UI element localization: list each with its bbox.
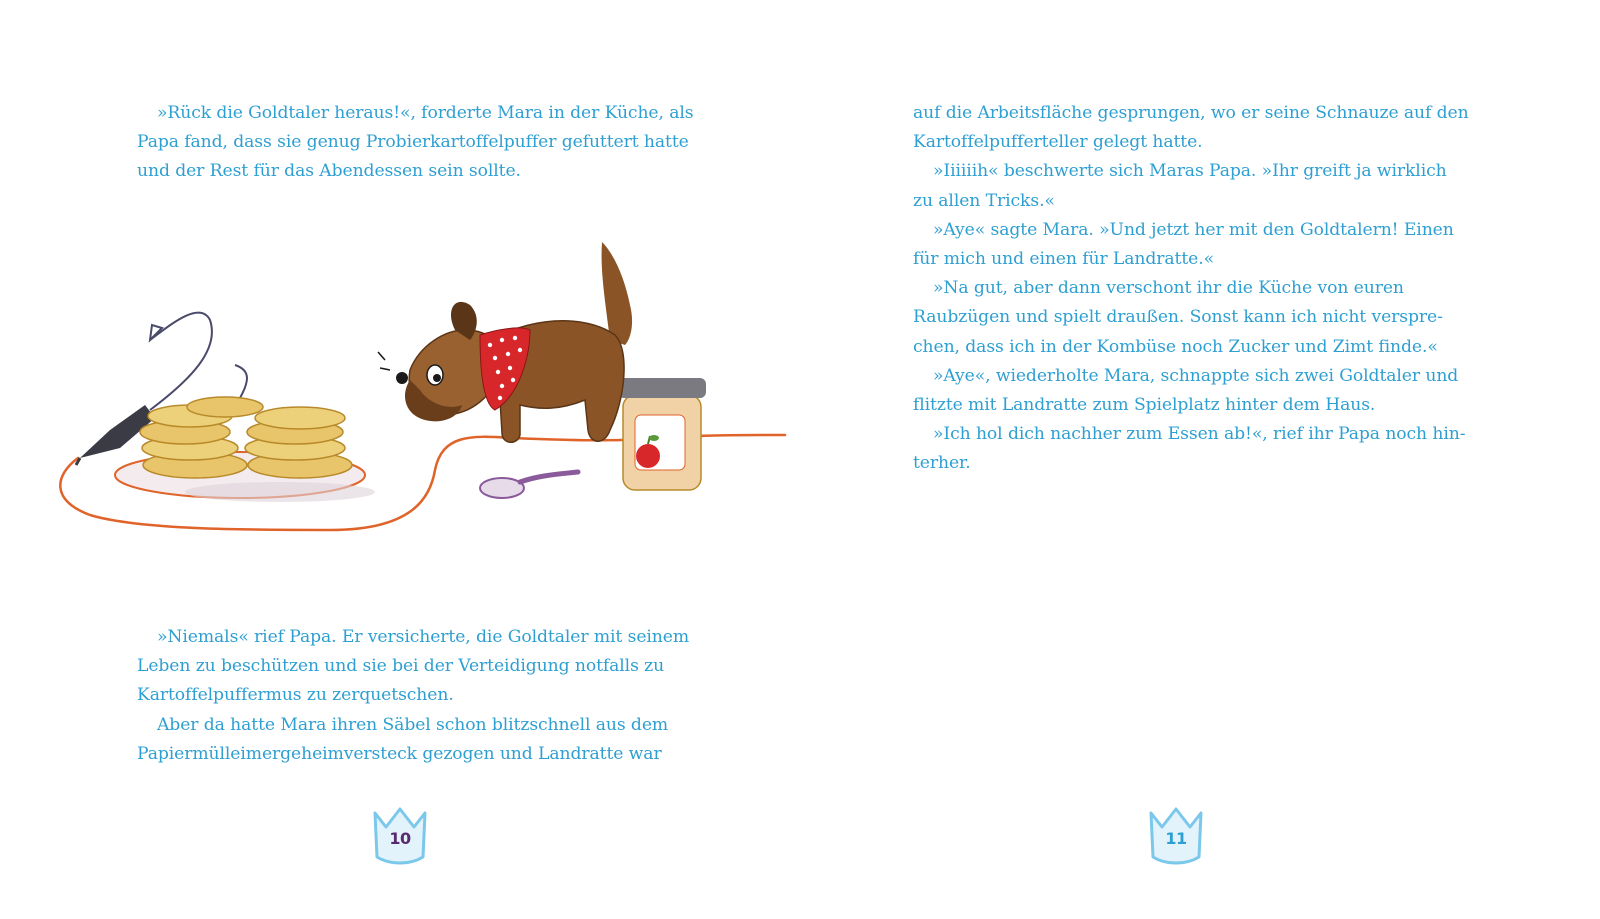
page-number-badge bbox=[1146, 805, 1206, 867]
text-line: Kartoffelpuffermus zu zerquetschen. bbox=[137, 685, 454, 706]
text-line: Kartoffelpufferteller gelegt hatte. bbox=[913, 132, 1203, 153]
text-line: Papiermülleimergeheimversteck gezogen und Landratte war bbox=[137, 743, 662, 764]
text-line: auf die Arbeitsfläche gesprungen, wo er seine Schnauze auf den bbox=[913, 103, 1469, 123]
dog-icon bbox=[378, 242, 632, 442]
text-line: »Niemals« rief Papa. Er versicherte, die Goldtaler mit seinem bbox=[157, 627, 690, 647]
pancake-stack-icon bbox=[140, 397, 352, 478]
text-line: terher. bbox=[913, 453, 971, 474]
text-line: und der Rest für das Abendessen sein sollte. bbox=[137, 161, 521, 182]
right-page-text bbox=[913, 99, 1469, 479]
page-number: 10 bbox=[389, 829, 411, 848]
text-line: »Aye« sagte Mara. »Und jetzt her mit den Goldtalern! Einen bbox=[933, 219, 1454, 240]
text-line: Aber da hatte Mara ihren Säbel schon blitzschnell aus dem bbox=[157, 714, 669, 735]
text-line: flitzte mit Landratte zum Spielplatz hinter dem Haus. bbox=[913, 395, 1376, 416]
text-line: Papa fand, dass sie genug Probierkartoffelpuffer gefuttert hatte bbox=[137, 132, 689, 153]
right-page bbox=[800, 0, 1600, 919]
text-line: »Iiiiiih« beschwerte sich Maras Papa. »Ihr greift ja wirklich bbox=[933, 161, 1447, 182]
text-line: Leben zu beschützen und sie bei der Verteidigung notfalls zu bbox=[137, 656, 665, 677]
jam-jar-icon bbox=[618, 378, 706, 490]
text-line: »Rück die Goldtaler heraus!«, forderte Mara in der Küche, als bbox=[157, 103, 694, 123]
text-line: »Ich hol dich nachher zum Essen ab!«, rief ihr Papa noch hin- bbox=[933, 424, 1466, 445]
dog-pancakes-illustration bbox=[50, 230, 800, 560]
left-page-top-text bbox=[137, 99, 694, 187]
text-line: Raubzügen und spielt draußen. Sonst kann ich nicht verspre- bbox=[913, 307, 1443, 328]
text-line: chen, dass ich in der Kombüse noch Zucker und Zimt finde.« bbox=[913, 336, 1438, 357]
text-line: zu allen Tricks.« bbox=[913, 190, 1055, 211]
page-number-badge bbox=[370, 805, 430, 867]
text-line: »Aye«, wiederholte Mara, schnappte sich zwei Goldtaler und bbox=[933, 365, 1459, 386]
page-number: 11 bbox=[1165, 829, 1187, 848]
left-page-bottom-text bbox=[137, 623, 689, 769]
text-line: »Na gut, aber dann verschont ihr die Küche von euren bbox=[933, 278, 1404, 299]
spoon-icon bbox=[480, 472, 578, 498]
text-line: für mich und einen für Landratte.« bbox=[913, 249, 1214, 270]
